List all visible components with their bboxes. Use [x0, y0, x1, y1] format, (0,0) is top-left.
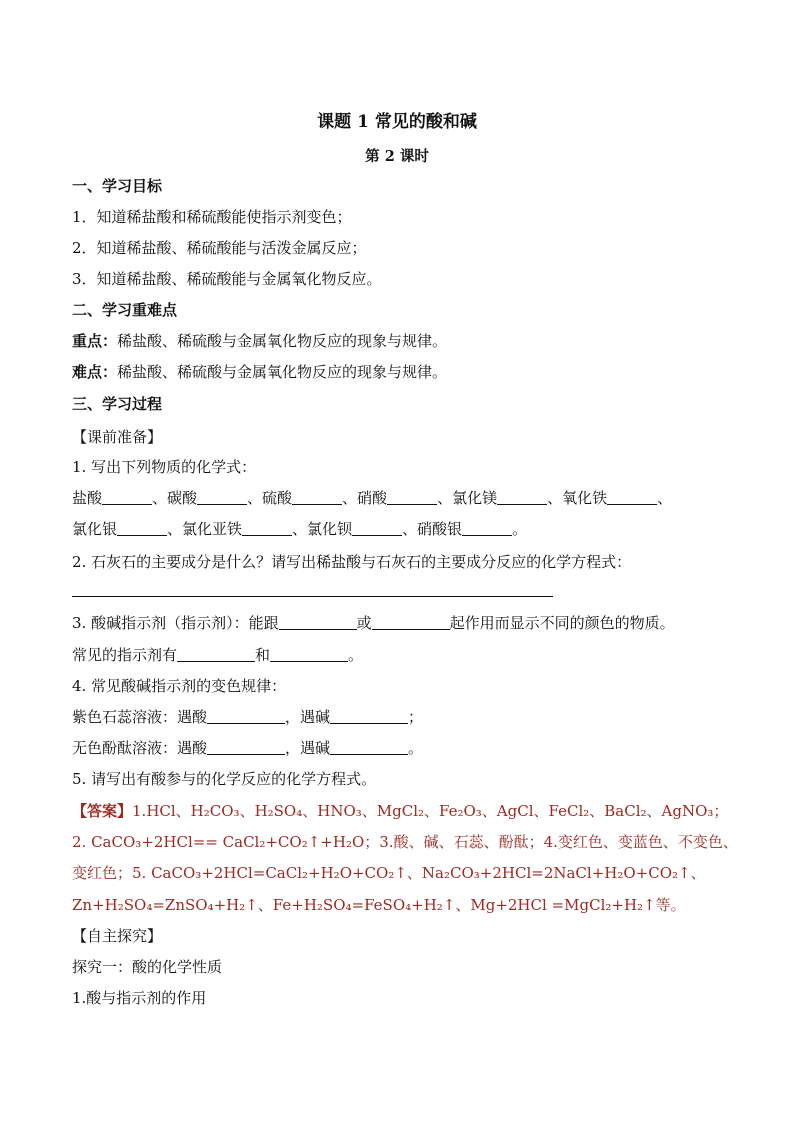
blank-label: 。 — [512, 520, 528, 538]
q4-text: ，遇碱 — [285, 708, 331, 726]
section-heading-keypoints: 二、学习重难点 — [72, 301, 178, 319]
answer-line-4: Zn+H₂SO₄=ZnSO₄+H₂↑、Fe+H₂SO₄=FeSO₄+H₂↑、Mg+2HCl =MgCl₂+H₂↑等。 — [72, 896, 686, 914]
q3-text: 3. 酸碱指示剂（指示剂）：能跟 — [72, 614, 279, 632]
blank-label: 、硫酸 — [247, 489, 293, 507]
blank-label: 、氧化铁 — [547, 489, 608, 507]
answer-blank[interactable] — [330, 740, 408, 755]
subsection-explore: 【自主探究】 — [72, 927, 163, 945]
formula-row-1 — [72, 488, 672, 508]
section-heading-objectives: 一、学习目标 — [72, 177, 163, 195]
answer-blank[interactable] — [462, 521, 512, 536]
q4-text: ； — [408, 708, 424, 726]
question-4: 4. 常见酸碱指示剂的变色规律： — [72, 677, 287, 695]
q4-text: 。 — [408, 739, 424, 757]
answer-line-2: 2. CaCO₃+2HCl== CaCl₂+CO₂↑+H₂O；3.酸、碱、石蕊、酚酞；4.变红色、变蓝色、不变色、 — [72, 833, 738, 851]
answer-blank[interactable] — [270, 647, 348, 662]
answer-blank[interactable] — [102, 490, 152, 505]
q3-text: 起作用而显示不同的颜色的物质。 — [449, 614, 675, 632]
answer-blank[interactable] — [372, 615, 450, 630]
question-3-cont — [72, 645, 363, 665]
answer-blank[interactable] — [292, 490, 342, 505]
objective-item: 2．知道稀盐酸、稀硫酸能与活泼金属反应； — [72, 239, 367, 257]
blank-label: 、硝酸银 — [402, 520, 463, 538]
phenolphthalein-line — [72, 738, 423, 758]
answer-line-3: 变红色；5. CaCO₃+2HCl=CaCl₂+H₂O+CO₂↑、Na₂CO₃+2HCl=2NaCl+H₂O+CO₂↑、 — [72, 864, 706, 882]
blank-label: 、硝酸 — [342, 489, 388, 507]
key-point-label: 重点： — [72, 332, 118, 350]
objective-item: 1．知道稀盐酸和稀硫酸能使指示剂变色； — [72, 208, 352, 226]
objective-item: 3．知道稀盐酸、稀硫酸能与金属氧化物反应。 — [72, 270, 382, 288]
question-1: 1. 写出下列物质的化学式： — [72, 458, 257, 476]
blank-label: 、氯化钡 — [292, 520, 353, 538]
q4-text: 无色酚酞溶液：遇酸 — [72, 739, 208, 757]
answer-blank[interactable] — [177, 647, 255, 662]
page-subtitle: 第 2 课时 — [365, 148, 429, 165]
answer-blank[interactable] — [279, 615, 357, 630]
answer-line[interactable] — [72, 596, 553, 597]
question-3 — [72, 613, 675, 633]
explore-item: 1.酸与指示剂的作用 — [72, 989, 207, 1007]
answer-blank[interactable] — [330, 709, 408, 724]
blank-label: 、 — [657, 489, 673, 507]
answer-label: 【答案】 — [72, 802, 133, 820]
answer-blank[interactable] — [497, 490, 547, 505]
answer-blank[interactable] — [387, 490, 437, 505]
answer-blank[interactable] — [242, 521, 292, 536]
blank-label: 、氯化亚铁 — [167, 520, 243, 538]
q4-text: ，遇碱 — [285, 739, 331, 757]
litmus-line — [72, 707, 423, 727]
page-title: 课题 1 常见的酸和碱 — [317, 112, 477, 132]
answer-blank[interactable] — [117, 521, 167, 536]
difficulty-text: 稀盐酸、稀硫酸与金属氧化物反应的现象与规律。 — [117, 363, 448, 381]
blank-label: 、碳酸 — [152, 489, 198, 507]
answer-blank[interactable] — [607, 490, 657, 505]
blank-label: 盐酸 — [72, 489, 103, 507]
answer-blank[interactable] — [207, 709, 285, 724]
answer-text: 1.HCl、H₂CO₃、H₂SO₄、HNO₃、MgCl₂、Fe₂O₃、AgCl、FeCl₂、BaCl₂、AgNO₃； — [132, 802, 729, 820]
formula-row-2 — [72, 519, 527, 539]
q3-text: 和 — [255, 646, 271, 664]
answer-line-1 — [72, 801, 728, 821]
key-point-line — [72, 331, 447, 351]
answer-blank[interactable] — [352, 521, 402, 536]
difficulty-line — [72, 362, 447, 382]
question-2: 2. 石灰石的主要成分是什么？请写出稀盐酸与石灰石的主要成分反应的化学方程式： — [72, 553, 632, 571]
explore-item: 探究一：酸的化学性质 — [72, 958, 223, 976]
difficulty-label: 难点： — [72, 363, 118, 381]
answer-blank[interactable] — [197, 490, 247, 505]
blank-label: 、氯化镁 — [437, 489, 498, 507]
q3-text: 或 — [356, 614, 372, 632]
answer-blank[interactable] — [207, 740, 285, 755]
question-5: 5. 请写出有酸参与的化学反应的化学方程式。 — [72, 770, 377, 788]
q4-text: 紫色石蕊溶液：遇酸 — [72, 708, 208, 726]
subsection-prep: 【课前准备】 — [72, 428, 163, 446]
q3-text: 常见的指示剂有 — [72, 646, 178, 664]
key-point-text: 稀盐酸、稀硫酸与金属氧化物反应的现象与规律。 — [117, 332, 448, 350]
section-heading-process: 三、学习过程 — [72, 395, 163, 413]
q3-text: 。 — [348, 646, 364, 664]
blank-label: 氯化银 — [72, 520, 118, 538]
